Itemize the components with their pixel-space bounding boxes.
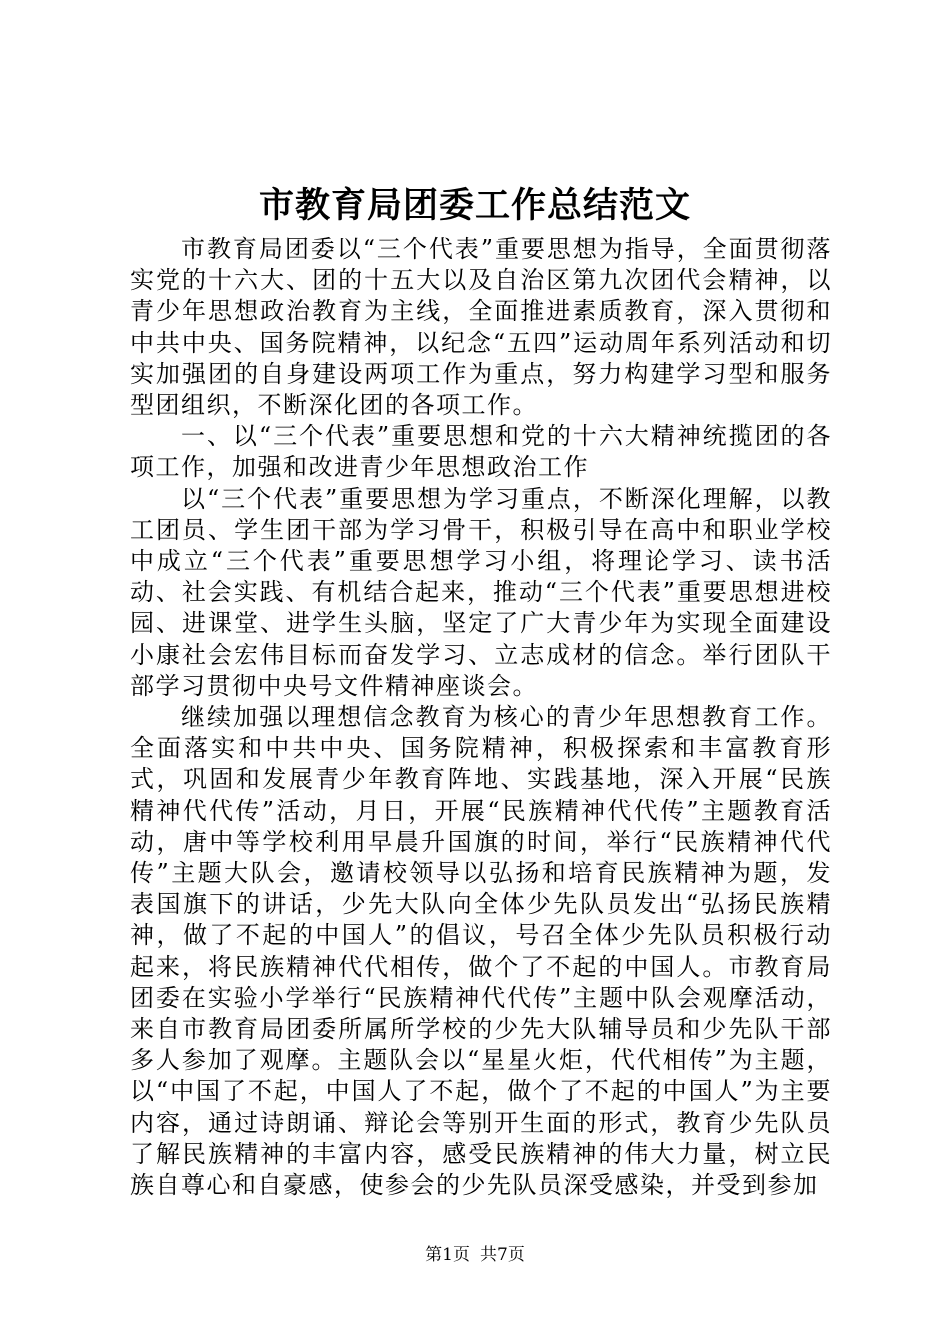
paragraph-section-heading: 一、以“三个代表”重要思想和党的十六大精神统揽团的各项工作，加强和改进青少年思想政治工作	[130, 422, 832, 482]
paragraph-study: 以“三个代表”重要思想为学习重点，不断深化理解，以教工团员、学生团干部为学习骨干，积极引导在高中和职业学校中成立“三个代表”重要思想学习小组，将理论学习、读书活动、社会实践、有机结合起来，推动“三个代表”重要思想进校园、进课堂、进学生头脑，坚定了广大青少年为实现全面建设小康社会宏伟目标而奋发学习、立志成材的信念。举行团队干部学习贯彻中央号文件精神座谈会。	[130, 484, 832, 700]
page-total: 共7页	[480, 1245, 525, 1265]
paragraph-intro: 市教育局团委以“三个代表”重要思想为指导，全面贯彻落实党的十六大、团的十五大以及自治区第九次团代会精神，以青少年思想政治教育为主线，全面推进素质教育，深入贯彻和中共中央、国务院精神，以纪念“五四”运动周年系列活动和切实加强团的自身建设两项工作为重点，努力构建学习型和服务型团组织，不断深化团的各项工作。	[130, 235, 832, 420]
paragraph-education: 继续加强以理想信念教育为核心的青少年思想教育工作。全面落实和中共中央、国务院精神，积极探索和丰富教育形式，巩固和发展青少年教育阵地、实践基地，深入开展“民族精神代代传”活动，月日，开展“民族精神代代传”主题教育活动，唐中等学校利用早晨升国旗的时间，举行“民族精神代代传”主题大队会，邀请校领导以弘扬和培育民族精神为题，发表国旗下的讲话，少先大队向全体少先队员发出“弘扬民族精神，做了不起的中国人”的倡议，号召全体少先队员积极行动起来，将民族精神代代相传，做个了不起的中国人。市教育局团委在实验小学举行“民族精神代代传”主题中队会观摩活动，来自市教育局团委所属所学校的少先大队辅导员和少先队干部多人参加了观摩。主题队会以“星星火炬，代代相传”为主题，以“中国了不起，中国人了不起，做个了不起的中国人”为主要内容，通过诗朗诵、辩论会等别开生面的形式，教育少先队员了解民族精神的丰富内容，感受民族精神的伟大力量，树立民族自尊心和自豪感，使参会的少先队员深受感染，并受到参加	[130, 703, 832, 1200]
document-title: 市教育局团委工作总结范文	[258, 185, 691, 226]
page-number: 第1页	[425, 1245, 470, 1265]
page-footer	[0, 1243, 950, 1267]
document-body	[130, 234, 832, 1201]
